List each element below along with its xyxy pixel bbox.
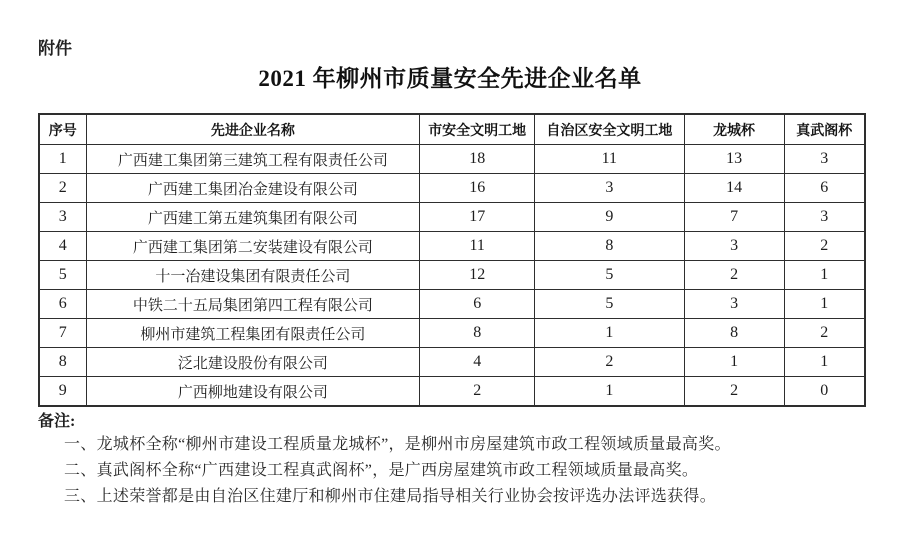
enterprise-name-cell: 柳州市建筑工程集团有限责任公司 — [86, 319, 420, 348]
column-header-4: 龙城杯 — [684, 114, 784, 145]
attachment-label: 附件 — [38, 39, 72, 58]
count-cell: 14 — [684, 174, 784, 203]
enterprise-name-cell: 广西建工集团冶金建设有限公司 — [86, 174, 420, 203]
count-cell: 2 — [684, 261, 784, 290]
count-cell: 6 — [420, 290, 535, 319]
table-row — [39, 261, 865, 290]
enterprise-name-cell: 广西建工集团第二安装建设有限公司 — [86, 232, 420, 261]
table-row — [39, 377, 865, 407]
notes-section — [38, 408, 866, 512]
table-row — [39, 174, 865, 203]
count-cell: 2 — [420, 377, 535, 407]
serial-cell: 3 — [39, 203, 86, 232]
note-item: 一、龙城杯全称“柳州市建设工程质量龙城杯”，是柳州市房屋建筑市政工程领域质量最高奖。 — [64, 436, 731, 453]
serial-cell: 1 — [39, 145, 86, 174]
enterprise-name-cell: 广西建工第五建筑集团有限公司 — [86, 203, 420, 232]
count-cell: 3 — [535, 174, 685, 203]
count-cell: 1 — [684, 348, 784, 377]
count-cell: 8 — [684, 319, 784, 348]
count-cell: 2 — [535, 348, 685, 377]
serial-cell: 8 — [39, 348, 86, 377]
serial-cell: 6 — [39, 290, 86, 319]
table-row — [39, 348, 865, 377]
count-cell: 1 — [784, 261, 865, 290]
note-item: 三、上述荣誉都是由自治区住建厅和柳州市住建局指导相关行业协会按评选办法评选获得。 — [64, 488, 717, 505]
table-row — [39, 145, 865, 174]
count-cell: 2 — [684, 377, 784, 407]
serial-cell: 4 — [39, 232, 86, 261]
count-cell: 6 — [784, 174, 865, 203]
column-header-2: 市安全文明工地 — [420, 114, 535, 145]
table-row — [39, 290, 865, 319]
count-cell: 11 — [420, 232, 535, 261]
enterprise-name-cell: 泛北建设股份有限公司 — [86, 348, 420, 377]
notes-list — [38, 434, 866, 508]
count-cell: 8 — [420, 319, 535, 348]
serial-cell: 9 — [39, 377, 86, 407]
enterprise-table — [38, 113, 866, 407]
serial-cell: 7 — [39, 319, 86, 348]
serial-cell: 2 — [39, 174, 86, 203]
count-cell: 16 — [420, 174, 535, 203]
count-cell: 18 — [420, 145, 535, 174]
count-cell: 5 — [535, 290, 685, 319]
table-header-row — [39, 114, 865, 145]
count-cell: 2 — [784, 319, 865, 348]
count-cell: 0 — [784, 377, 865, 407]
enterprise-name-cell: 广西柳地建设有限公司 — [86, 377, 420, 407]
note-item: 二、真武阁杯全称“广西建设工程真武阁杯”，是广西房屋建筑市政工程领域质量最高奖。 — [64, 462, 699, 479]
serial-cell: 5 — [39, 261, 86, 290]
table-row — [39, 203, 865, 232]
count-cell: 1 — [535, 319, 685, 348]
count-cell: 8 — [535, 232, 685, 261]
table-row — [39, 232, 865, 261]
column-header-1: 先进企业名称 — [86, 114, 420, 145]
count-cell: 17 — [420, 203, 535, 232]
count-cell: 5 — [535, 261, 685, 290]
enterprise-name-cell: 十一冶建设集团有限责任公司 — [86, 261, 420, 290]
count-cell: 7 — [684, 203, 784, 232]
page-title: 2021 年柳州市质量安全先进企业名单 — [258, 66, 642, 91]
table-body — [39, 145, 865, 407]
count-cell: 13 — [684, 145, 784, 174]
count-cell: 3 — [684, 232, 784, 261]
count-cell: 4 — [420, 348, 535, 377]
count-cell: 3 — [684, 290, 784, 319]
column-header-5: 真武阁杯 — [784, 114, 865, 145]
count-cell: 1 — [784, 348, 865, 377]
table-row — [39, 319, 865, 348]
count-cell: 1 — [784, 290, 865, 319]
count-cell: 12 — [420, 261, 535, 290]
notes-label: 备注: — [38, 413, 76, 430]
count-cell: 3 — [784, 203, 865, 232]
column-header-0: 序号 — [39, 114, 86, 145]
enterprise-name-cell: 中铁二十五局集团第四工程有限公司 — [86, 290, 420, 319]
count-cell: 2 — [784, 232, 865, 261]
count-cell: 11 — [535, 145, 685, 174]
enterprise-name-cell: 广西建工集团第三建筑工程有限责任公司 — [86, 145, 420, 174]
column-header-3: 自治区安全文明工地 — [535, 114, 685, 145]
count-cell: 9 — [535, 203, 685, 232]
count-cell: 1 — [535, 377, 685, 407]
count-cell: 3 — [784, 145, 865, 174]
